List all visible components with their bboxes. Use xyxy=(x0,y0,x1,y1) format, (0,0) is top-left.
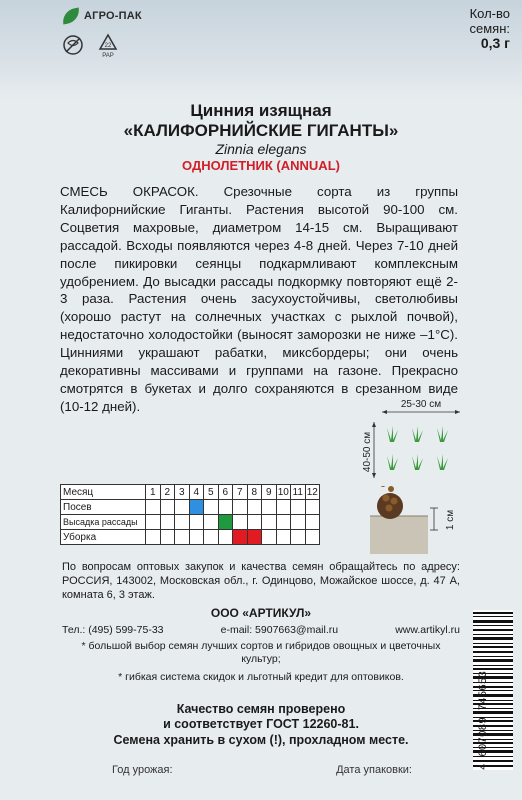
description-text: СМЕСЬ ОКРАСОК. Срезочные сорта из группы Калифорнийские Гиганты. Растения высотой 90-100 см. Соцветия махровые, диаметром 14-15 см. Выращивают рассадой. Всходы появляются через 4-8 дней. Через 7-10 дней после пикировки сеянцы подкармливают комплексным удобрением. До высадки рассады подкормку повторяют ещё 2-3 раза. Растения очень засухоустойчивы, светолюбивы (хорошо растут на солнечных участках с рыхлой почвой), недостаточно холодостойки (выносят заморозки не ниже –1°С). Цинниями украшают рабатки, миксбордеры; они очень декоративны массивами и группами на газоне. Прекрасно смотрятся в букетах и долго сохраняются в срезанном виде (10-12 дней). xyxy=(60,184,458,414)
seed-quantity xyxy=(470,6,511,51)
calendar-cell xyxy=(291,515,306,530)
recycle-label: PAP xyxy=(102,53,114,58)
product-name: Цинния изящная xyxy=(190,101,332,120)
quality-statement xyxy=(0,702,522,732)
seed-quantity-value: 0,3 г xyxy=(480,35,510,51)
recycle-number: 22 xyxy=(104,43,112,49)
calendar-cell xyxy=(291,530,306,545)
sowing-depth-diagram xyxy=(370,486,460,556)
calendar-cell xyxy=(305,515,320,530)
row-spacing-label: 25-30 см xyxy=(400,399,442,410)
calendar-month-label: Месяц xyxy=(61,485,146,500)
email-address: e-mail: 5907663@mail.ru xyxy=(220,624,339,636)
quality-line-1: Качество семян проверено xyxy=(176,702,346,716)
calendar-cell xyxy=(175,530,190,545)
calendar-cell xyxy=(276,500,291,515)
calendar-cell xyxy=(262,500,277,515)
date-fields xyxy=(112,764,412,776)
month-cell: 2 xyxy=(160,485,175,500)
calendar-cell-harvest xyxy=(247,530,262,545)
calendar-cell xyxy=(247,515,262,530)
calendar-cell-harvest xyxy=(233,530,248,545)
latin-name: Zinnia elegans xyxy=(215,141,307,157)
brand-name: АГРО-ПАК xyxy=(84,10,142,22)
planting-scheme-diagram xyxy=(360,392,470,482)
month-cell: 12 xyxy=(306,486,318,498)
calendar-cell xyxy=(146,500,161,515)
month-cell: 10 xyxy=(277,486,289,498)
calendar-cell xyxy=(146,530,161,545)
calendar-cell xyxy=(160,500,175,515)
product-title-block xyxy=(0,101,522,174)
month-cell: 9 xyxy=(262,485,277,500)
calendar-row-label: Высадка рассады xyxy=(61,515,146,530)
calendar-row-transplant xyxy=(61,515,320,530)
calendar-cell xyxy=(305,500,320,515)
calendar-row-label: Посев xyxy=(61,500,146,515)
contact-row xyxy=(62,624,460,636)
quality-line-2: и соответствует ГОСТ 12260-81. xyxy=(163,717,359,731)
phone-number: Тел.: (495) 599-75-33 xyxy=(62,624,164,636)
calendar-cell xyxy=(189,530,204,545)
depth-label: 1 см xyxy=(445,509,456,531)
wholesale-contact-text: По вопросам оптовых закупок и качества семян обращайтесь по адресу: РОССИЯ, 143002, Московская обл., г. Одинцово, Можайское шоссе, д. 47 А, комната 6, 3 этаж. xyxy=(62,561,460,601)
calendar-cell xyxy=(204,500,219,515)
calendar-cell xyxy=(204,515,219,530)
calendar-cell xyxy=(146,515,161,530)
calendar-row-label: Уборка xyxy=(61,530,146,545)
month-cell: 8 xyxy=(247,485,262,500)
calendar-cell xyxy=(204,530,219,545)
recycle-icon xyxy=(96,32,120,58)
calendar-cell xyxy=(247,500,262,515)
seed-quantity-label-1: Кол-во xyxy=(469,6,510,21)
calendar-cell xyxy=(175,515,190,530)
calendar-cell xyxy=(305,530,320,545)
leaf-icon xyxy=(61,8,81,25)
month-cell: 3 xyxy=(175,485,190,500)
calendar-cell xyxy=(262,515,277,530)
pack-date-label: Дата упаковки: xyxy=(336,764,412,776)
calendar-cell xyxy=(218,500,233,515)
planting-calendar xyxy=(60,484,320,545)
calendar-cell xyxy=(276,515,291,530)
variety-name: «КАЛИФОРНИЙСКИЕ ГИГАНТЫ» xyxy=(123,121,399,140)
plant-spacing-label: 40-50 см xyxy=(362,431,373,473)
calendar-cell xyxy=(160,515,175,530)
company-name: ООО «АРТИКУЛ» xyxy=(210,606,312,620)
seed-quantity-label-2: семян: xyxy=(469,21,510,36)
website: www.artikyl.ru xyxy=(395,624,460,636)
calendar-cell-sowing xyxy=(189,500,204,515)
no-gmo-icon xyxy=(62,34,84,56)
month-cell: 4 xyxy=(189,485,204,500)
calendar-cell-transplant xyxy=(218,515,233,530)
month-cell: 5 xyxy=(204,485,219,500)
assortment-note: * большой выбор семян лучших сортов и гибридов овощных и цветочных культур; xyxy=(81,640,441,665)
month-cell: 11 xyxy=(291,485,306,500)
certification-marks xyxy=(62,32,120,58)
month-cell: 6 xyxy=(218,485,233,500)
harvest-year-label: Год урожая: xyxy=(112,764,173,776)
month-cell: 7 xyxy=(233,485,248,500)
calendar-header-row xyxy=(61,485,320,500)
brand-logo xyxy=(62,9,142,23)
calendar-cell xyxy=(291,500,306,515)
calendar-cell xyxy=(262,530,277,545)
barcode-number: 4 607089 745653 xyxy=(478,670,490,770)
calendar-cell xyxy=(175,500,190,515)
calendar-cell xyxy=(276,530,291,545)
lifecycle-label: ОДНОЛЕТНИК (ANNUAL) xyxy=(182,158,340,173)
month-cell: 1 xyxy=(146,485,161,500)
calendar-cell xyxy=(233,515,248,530)
calendar-cell xyxy=(160,530,175,545)
calendar-cell xyxy=(233,500,248,515)
calendar-row-sowing xyxy=(61,500,320,515)
calendar-cell xyxy=(189,515,204,530)
calendar-cell xyxy=(218,530,233,545)
seedling-icon xyxy=(387,426,448,470)
discount-note: * гибкая система скидок и льготный кредит для оптовиков. xyxy=(118,671,404,683)
storage-instructions: Семена хранить в сухом (!), прохладном месте. xyxy=(113,733,409,747)
calendar-row-harvest xyxy=(61,530,320,545)
